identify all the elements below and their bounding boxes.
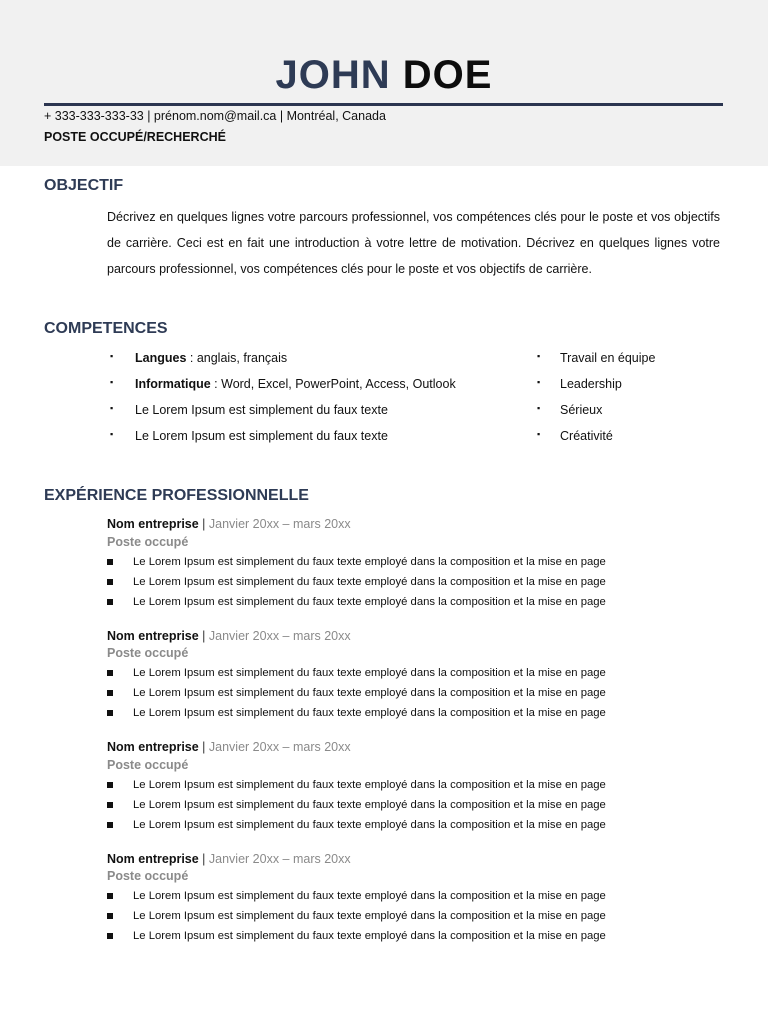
- square-bullet-icon: [107, 559, 113, 565]
- job-dates: Janvier 20xx – mars 20xx: [208, 740, 351, 754]
- square-bullet-icon: [107, 893, 113, 899]
- candidate-name: [0, 50, 768, 100]
- objective-text: Décrivez en quelques lignes votre parcours professionnel, vos compétences clés pour le poste et vos objectifs de carrière. Ceci est en fait une introduction à votre lettre de motivation. Décrivez en quelques lignes votre parcours professionnel, vos compétences clés pour le poste et vos objectifs de carrière.: [107, 210, 720, 276]
- square-bullet-icon: [107, 782, 113, 788]
- bullet-icon: ▪: [110, 377, 114, 387]
- square-bullet-icon: [107, 802, 113, 808]
- square-bullet-icon: [107, 599, 113, 605]
- bullet-icon: ▪: [537, 403, 541, 413]
- job-header: [107, 517, 351, 531]
- job-role: Poste occupé: [107, 535, 189, 549]
- skill-text: : anglais, français: [186, 351, 288, 365]
- job-separator: |: [198, 852, 209, 866]
- soft-skill-text: Leadership: [560, 377, 622, 391]
- bullet-icon: ▪: [110, 403, 114, 413]
- first-name: JOHN: [275, 53, 391, 97]
- company-name: Nom entreprise: [107, 740, 199, 754]
- bullet-icon: ▪: [110, 429, 114, 439]
- section-title-objective: OBJECTIF: [44, 177, 124, 194]
- soft-skill-text: Travail en équipe: [560, 351, 656, 365]
- job-separator: |: [198, 629, 209, 643]
- square-bullet-icon: [107, 913, 113, 919]
- section-title-skills: COMPETENCES: [44, 320, 168, 337]
- section-title-experience: EXPÉRIENCE PROFESSIONNELLE: [44, 487, 309, 504]
- target-position: POSTE OCCUPÉ/RECHERCHÉ: [44, 130, 226, 144]
- job-header: [107, 629, 351, 643]
- header-divider: [44, 103, 723, 106]
- square-bullet-icon: [107, 690, 113, 696]
- company-name: Nom entreprise: [107, 517, 199, 531]
- square-bullet-icon: [107, 579, 113, 585]
- skill-label: Langues: [135, 351, 187, 365]
- skill-text: : Word, Excel, PowerPoint, Access, Outlook: [210, 377, 456, 391]
- job-separator: |: [198, 517, 209, 531]
- job-header: [107, 852, 351, 866]
- job-role: Poste occupé: [107, 646, 189, 660]
- soft-skill-text: Sérieux: [560, 403, 603, 417]
- job-role: Poste occupé: [107, 869, 189, 883]
- job-role: Poste occupé: [107, 758, 189, 772]
- square-bullet-icon: [107, 710, 113, 716]
- company-name: Nom entreprise: [107, 629, 199, 643]
- contact-line: + 333-333-333-33 | prénom.nom@mail.ca | Montréal, Canada: [44, 109, 386, 123]
- job-dates: Janvier 20xx – mars 20xx: [208, 629, 351, 643]
- bullet-icon: ▪: [537, 429, 541, 439]
- skill-label: Informatique: [135, 377, 211, 391]
- job-dates: Janvier 20xx – mars 20xx: [208, 517, 351, 531]
- soft-skill-text: Créativité: [560, 429, 613, 443]
- skill-text: Le Lorem Ipsum est simplement du faux texte: [135, 403, 388, 417]
- company-name: Nom entreprise: [107, 852, 199, 866]
- bullet-icon: ▪: [537, 377, 541, 387]
- last-name: DOE: [402, 53, 493, 97]
- bullet-icon: ▪: [110, 351, 114, 361]
- skill-text: Le Lorem Ipsum est simplement du faux texte: [135, 429, 388, 443]
- job-dates: Janvier 20xx – mars 20xx: [208, 852, 351, 866]
- job-header: [107, 740, 351, 754]
- square-bullet-icon: [107, 822, 113, 828]
- job-separator: |: [198, 740, 209, 754]
- square-bullet-icon: [107, 933, 113, 939]
- square-bullet-icon: [107, 670, 113, 676]
- bullet-icon: ▪: [537, 351, 541, 361]
